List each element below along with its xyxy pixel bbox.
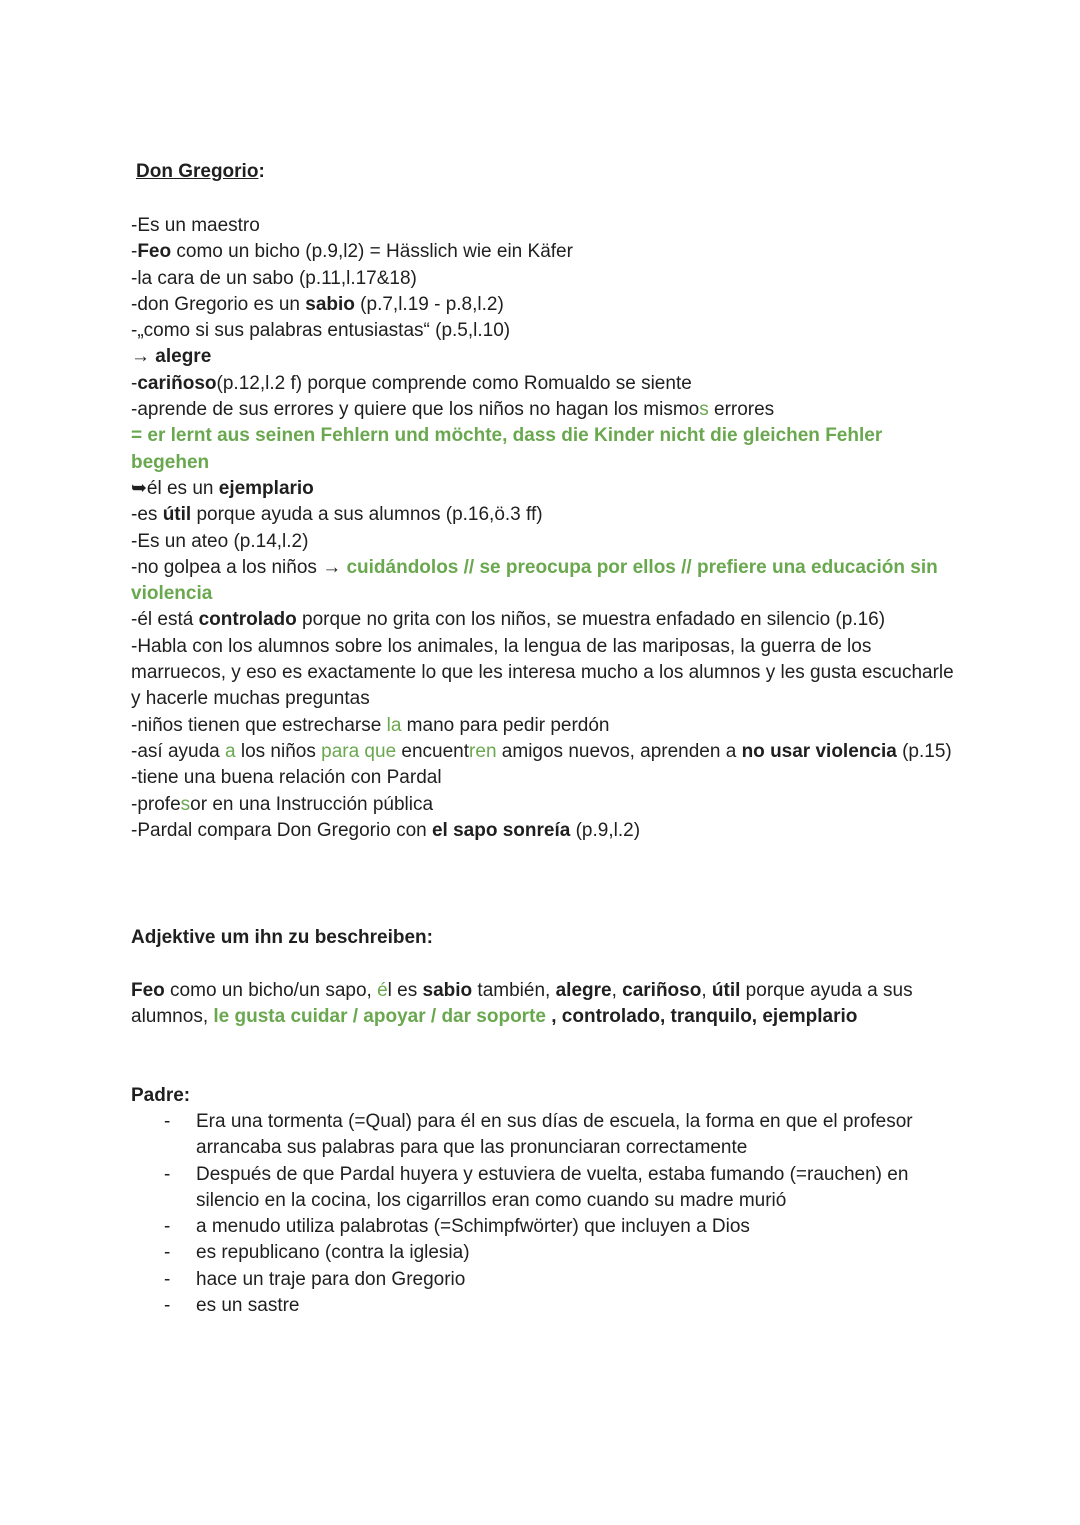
note-line <box>131 397 961 423</box>
text-run: ➥ <box>131 477 147 499</box>
note-line <box>131 502 961 528</box>
padre-item: - Después de que Pardal huyera y estuviera de vuelta, estaba fumando (=rauchen) en silencio en la cocina, los cigarrillos eran como cuando su madre murió <box>131 1162 961 1215</box>
text-run: Feo <box>137 241 172 263</box>
text-run: é <box>377 980 388 1001</box>
text-run: errores <box>708 399 775 421</box>
note-line <box>131 713 961 739</box>
text-run: le gusta cuidar / apoyar / dar soporte <box>213 1006 546 1028</box>
text-run: s <box>180 793 191 815</box>
note-line <box>131 529 961 555</box>
text-run: -la cara de un sabo (p.11,l.17&18) <box>131 267 417 289</box>
text-run: -así ayuda <box>131 740 225 762</box>
note-line <box>131 555 961 608</box>
text-run: -Habla con los alumnos sobre los animales, la lengua de las mariposas, la guerra de los marruecos, y eso es exactamente lo que les interesa mucho a los alumnos y les gusta escucharle y hacerle muchas preguntas <box>131 635 954 710</box>
text-run: or en una Instrucción pública <box>190 793 434 815</box>
padre-item: - Era una tormenta (=Qual) para él en sus días de escuela, la forma en que el profesor arrancaba sus palabras para que las pronunciaran correctamente <box>131 1109 961 1162</box>
text-run: (p.9,l.2) <box>570 819 641 841</box>
text-run: -profe <box>131 793 181 815</box>
text-run: a <box>225 740 236 762</box>
text-run: → <box>131 346 156 368</box>
text-run: encuent <box>396 740 470 762</box>
note-line <box>131 607 961 633</box>
text-run: , controlado, tranquilo, ejemplario <box>545 1006 858 1028</box>
text-run: controlado <box>198 609 297 631</box>
text-run: amigos nuevos, aprenden a <box>496 740 742 762</box>
text-run: la <box>386 714 402 736</box>
text-run: -Pardal compara Don Gregorio con <box>131 819 432 841</box>
note-line <box>131 266 961 292</box>
text-run: para que <box>321 740 397 762</box>
padre-heading <box>131 1083 961 1109</box>
text-run: útil <box>162 504 192 526</box>
text-run: como un bicho (p.9,l2) = Hässlich wie ein Käfer <box>171 241 573 263</box>
text-run: -„como si sus palabras entusiastas“ (p.5,l.10) <box>131 320 511 342</box>
note-line <box>131 476 961 502</box>
don-gregorio-notes <box>131 213 961 844</box>
padre-item: - es republicano (contra la iglesia) <box>131 1240 961 1266</box>
text-run: alegre <box>155 346 212 368</box>
padre-item: - a menudo utiliza palabrotas (=Schimpfwörter) que incluyen a Dios <box>131 1214 961 1240</box>
text-run: cariñoso <box>137 372 217 394</box>
padre-item: - es un sastre <box>131 1293 961 1319</box>
note-line <box>131 318 961 344</box>
note-line <box>131 739 961 765</box>
note-line <box>131 371 961 397</box>
text-run: -don Gregorio es un <box>131 293 306 315</box>
text-run: mano para pedir perdón <box>401 714 610 736</box>
text-run: s <box>699 399 709 421</box>
padre-item: - hace un traje para don Gregorio <box>131 1267 961 1293</box>
note-line <box>131 634 961 713</box>
text-run: cariñoso <box>622 980 702 1001</box>
text-run: , <box>611 980 623 1001</box>
text-run: -Es un maestro <box>131 215 260 236</box>
padre-title: Padre: <box>131 1085 191 1106</box>
adjectives-title: Adjektive um ihn zu beschreiben: <box>131 927 433 948</box>
text-run: porque no grita con los niños, se muestra enfadado en silencio (p.16) <box>296 609 886 631</box>
text-run: ejemplario <box>218 477 314 499</box>
text-run: -Es un ateo (p.14,l.2) <box>131 530 309 552</box>
text-run: como un bicho/un sapo, <box>164 980 378 1001</box>
note-line <box>131 292 961 318</box>
note-line <box>131 239 961 265</box>
text-run: (p.12,l.2 f) porque comprende como Romualdo se siente <box>216 372 692 394</box>
text-run: -no golpea a los niños → <box>131 556 347 578</box>
text-run: alegre <box>555 980 612 1001</box>
text-run: no usar violencia <box>741 740 897 762</box>
note-line <box>131 792 961 818</box>
text-run: también, <box>472 980 556 1001</box>
note-line <box>131 818 961 844</box>
text-run: ren <box>469 740 497 762</box>
text-run: (p.15) <box>896 740 952 762</box>
heading-colon: : <box>258 161 265 182</box>
adjectives-heading <box>131 925 961 951</box>
text-run: -tiene una buena relación con Pardal <box>131 767 442 789</box>
note-line <box>131 344 961 370</box>
text-run: -niños tienen que estrecharse <box>131 714 387 736</box>
text-run: Feo <box>131 980 165 1001</box>
text-run: = er lernt aus seinen Fehlern und möchte, dass die Kinder nicht die gleichen Fehler begehen <box>131 425 883 473</box>
text-run: el sapo sonreía <box>431 819 571 841</box>
text-run: -él está <box>131 609 199 631</box>
text-run: útil <box>711 980 741 1001</box>
text-run: - <box>131 372 138 394</box>
text-run: porque ayuda a sus alumnos (p.16,ö.3 ff) <box>191 504 543 526</box>
note-line <box>131 423 961 476</box>
text-run: sabio <box>305 293 355 315</box>
text-run: , <box>701 980 712 1001</box>
text-run: l es <box>387 980 423 1001</box>
text-run: - <box>131 241 138 263</box>
text-run: (p.7,l.19 - p.8,l.2) <box>354 293 504 315</box>
text-run: porque ayuda a sus alumnos, <box>131 980 913 1028</box>
adjectives-paragraph <box>131 978 961 1031</box>
don-gregorio-heading <box>136 159 966 185</box>
text-run: sabio <box>422 980 473 1001</box>
heading-text: Don Gregorio <box>136 161 259 182</box>
padre-list <box>131 1109 961 1319</box>
text-run: -aprende de sus errores y quiere que los niños no hagan los mismo <box>131 399 700 421</box>
text-run: los niños <box>235 740 322 762</box>
note-line <box>131 213 961 239</box>
note-line <box>131 765 961 791</box>
text-run: cuidándolos // se preocupa por ellos // prefiere una educación sin violencia <box>131 556 938 605</box>
text-run: él es un <box>146 477 219 499</box>
text-run: -es <box>131 504 163 526</box>
